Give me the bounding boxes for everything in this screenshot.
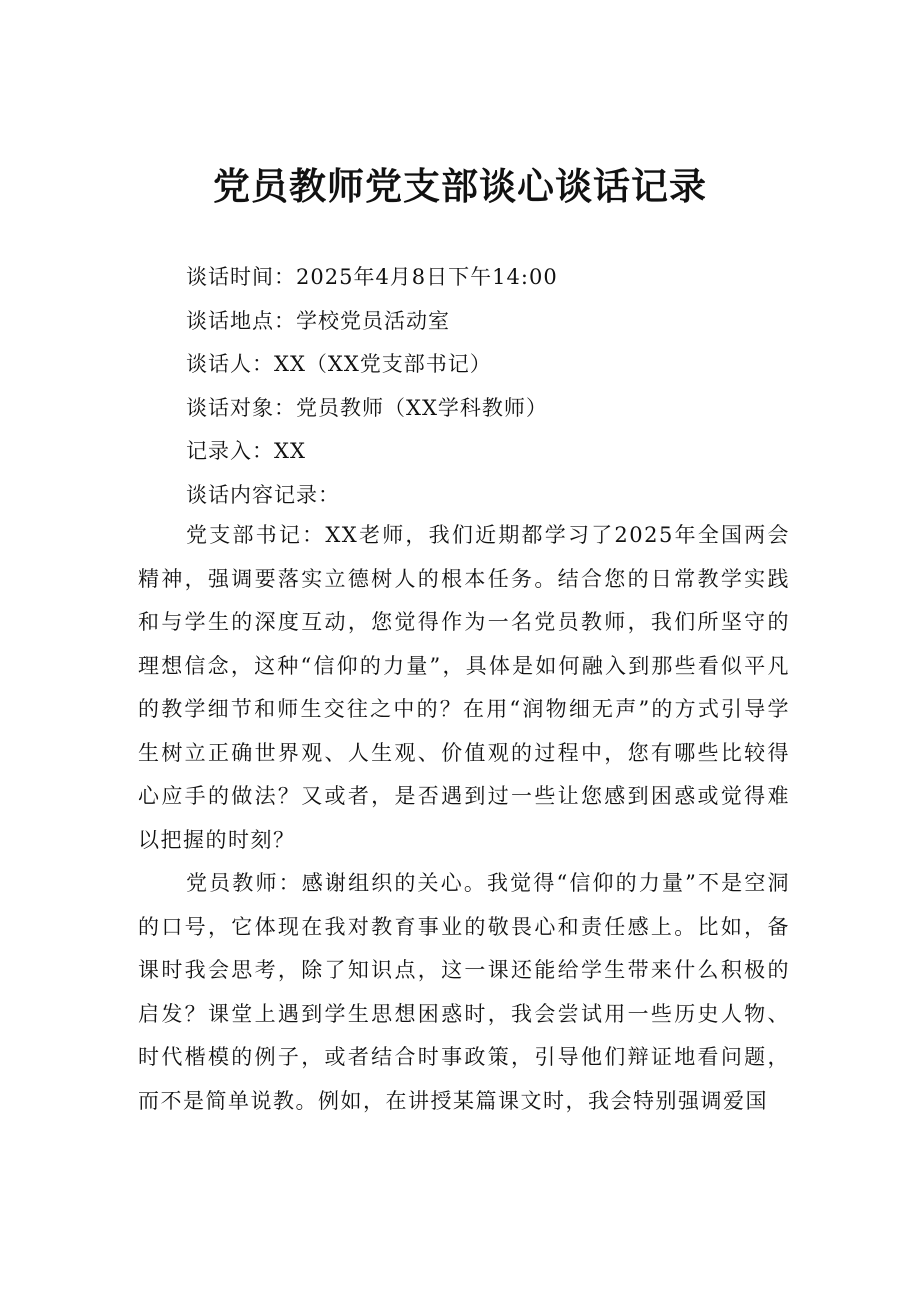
paragraph-secretary: 党支部书记：XX老师，我们近期都学习了2025年全国两会精神，强调要落实立德树人的根本任务。结合您的日常教学实践和与学生的深度互动，您觉得作为一名党员教师，我们所坚守的理想信念，这种“信仰的力量”，具体是如何融入到那些看似平凡的教学细节和师生交往之中的？在用“润物细无声”的方式引导学生树立正确世界观、人生观、价值观的过程中，您有哪些比较得心应手的做法？又或者，是否遇到过一些让您感到困惑或觉得难以把握的时刻？: [138, 523, 790, 852]
meta-content-label: 谈话内容记录：: [186, 482, 340, 507]
paragraph-teacher: 党员教师：感谢组织的关心。我觉得“信仰的力量”不是空洞的口号，它体现在我对教育事业的敬畏心和责任感上。比如，备课时我会思考，除了知识点，这一课还能给学生带来什么积极的启发？课堂上遇到学生思想困惑时，我会尝试用一些历史人物、时代楷模的例子，或者结合时事政策，引导他们辩证地看问题，而不是简单说教。例如，在讲授某篇课文时，我会特别强调爱国: [138, 871, 790, 1113]
meta-speaker: 谈话人：XX（XX党支部书记）: [186, 352, 492, 376]
meta-block: [186, 256, 826, 517]
meta-target: 谈话对象：党员教师（XX学科教师）: [186, 395, 548, 420]
document-body: [138, 514, 790, 1123]
meta-recorder: 记录入：XX: [186, 439, 306, 463]
document-title: 党员教师党支部谈心谈话记录: [213, 165, 707, 208]
meta-time: 谈话时间：2025年4月8日下午14:00: [186, 265, 558, 289]
meta-place: 谈话地点：学校党员活动室: [186, 308, 450, 333]
